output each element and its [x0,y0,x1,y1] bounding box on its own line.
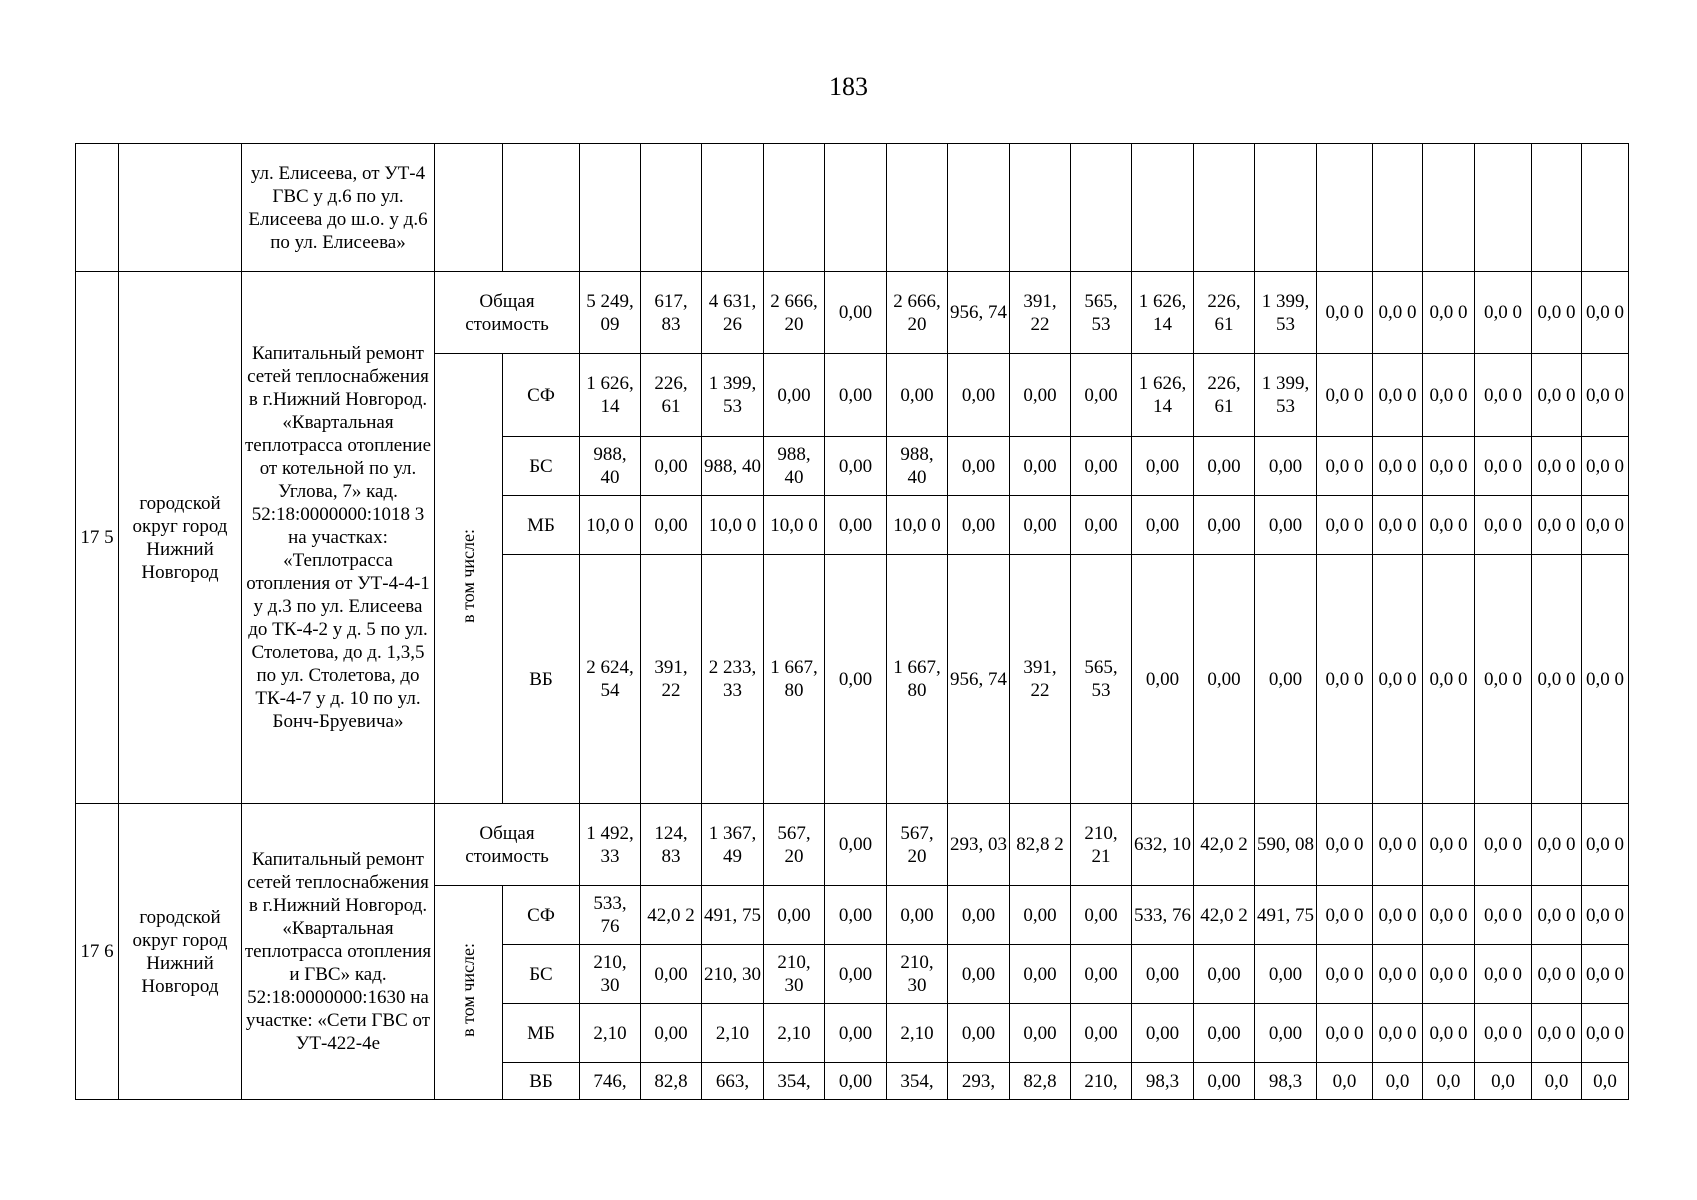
value-cell: 0,0 0 [1582,272,1629,354]
value-cell: 0,0 [1582,1063,1629,1100]
value-cell: 0,0 0 [1582,886,1629,945]
project-description: Капитальный ремонт сетей теплоснабжения в г.Нижний Новгород. «Квартальная теплотрасса отопления и ГВС» кад. 52:18:0000000:1630 на участке: «Сети ГВС от УТ-422-4е [242,804,435,1100]
value-cell: 0,00 [1255,496,1317,555]
value-cell: 0,0 0 [1475,1004,1532,1063]
value-cell: 0,00 [1194,555,1255,804]
value-cell: 0,00 [1132,437,1194,496]
cell [1255,144,1317,272]
value-cell: 2 666, 20 [887,272,948,354]
value-cell: 10,0 0 [702,496,764,555]
value-cell: 1 399, 53 [1255,272,1317,354]
value-cell: 0,00 [764,354,825,437]
value-cell: 988, 40 [764,437,825,496]
value-cell: 0,00 [1071,886,1132,945]
value-cell: 0,00 [1071,945,1132,1004]
cell [1373,144,1423,272]
value-cell: 1 626, 14 [1132,272,1194,354]
value-cell: 0,00 [948,1004,1010,1063]
value-cell: 2,10 [702,1004,764,1063]
value-cell: 0,00 [1071,354,1132,437]
value-cell: 0,0 0 [1532,555,1582,804]
row-description: ул. Елисеева, от УТ-4 ГВС у д.6 по ул. Елисеева до ш.о. у д.6 по ул. Елисеева» [242,144,435,272]
value-cell: 82,8 [641,1063,702,1100]
value-cell: 210, 30 [580,945,641,1004]
value-cell: 98,3 [1132,1063,1194,1100]
value-cell: 0,0 0 [1317,804,1373,886]
value-cell: 0,0 0 [1373,945,1423,1004]
value-cell: 354, [887,1063,948,1100]
value-cell: 0,00 [1010,496,1071,555]
value-cell: 0,0 0 [1423,496,1475,555]
value-cell: 663, [702,1063,764,1100]
value-cell: 0,0 [1373,1063,1423,1100]
value-cell: 1 367, 49 [702,804,764,886]
value-cell: 0,0 0 [1423,886,1475,945]
value-cell: 0,0 0 [1475,945,1532,1004]
value-cell: 0,0 0 [1423,555,1475,804]
value-cell: 988, 40 [702,437,764,496]
total-cost-label: Общая стоимость [435,804,580,886]
row-number: 17 6 [76,804,119,1100]
value-cell: 2,10 [580,1004,641,1063]
value-cell: 0,0 0 [1423,437,1475,496]
value-cell: 0,00 [825,354,887,437]
value-cell: 746, [580,1063,641,1100]
value-cell: 124, 83 [641,804,702,886]
breakdown-label-text: в том числе: [458,942,478,1037]
value-cell: 0,0 0 [1373,886,1423,945]
value-cell: 0,0 0 [1317,354,1373,437]
value-cell: 0,0 0 [1532,804,1582,886]
funding-source-label: МБ [503,1004,580,1063]
value-cell: 0,0 0 [1532,945,1582,1004]
cell [1194,144,1255,272]
value-cell: 210, 30 [887,945,948,1004]
value-cell: 956, 74 [948,555,1010,804]
value-cell: 1 492, 33 [580,804,641,886]
cell [435,144,503,272]
value-cell: 293, [948,1063,1010,1100]
value-cell: 0,00 [825,804,887,886]
value-cell: 0,0 0 [1373,804,1423,886]
value-cell: 10,0 0 [580,496,641,555]
value-cell: 0,0 0 [1423,354,1475,437]
total-cost-label: Общая стоимость [435,272,580,354]
value-cell: 0,00 [1194,1004,1255,1063]
cell [948,144,1010,272]
value-cell: 0,00 [825,555,887,804]
value-cell: 0,00 [641,496,702,555]
value-cell: 0,0 0 [1317,1004,1373,1063]
value-cell: 1 399, 53 [702,354,764,437]
table-row [76,272,1629,354]
cell [1475,144,1532,272]
value-cell: 0,0 0 [1582,945,1629,1004]
breakdown-label [435,354,503,804]
value-cell: 2 666, 20 [764,272,825,354]
value-cell: 0,0 0 [1373,496,1423,555]
value-cell: 226, 61 [1194,354,1255,437]
value-cell: 0,00 [825,1004,887,1063]
value-cell: 567, 20 [764,804,825,886]
value-cell: 0,0 0 [1582,1004,1629,1063]
value-cell: 0,0 [1317,1063,1373,1100]
value-cell: 0,00 [1010,886,1071,945]
value-cell: 632, 10 [1132,804,1194,886]
value-cell: 0,00 [641,945,702,1004]
value-cell: 0,0 [1423,1063,1475,1100]
value-cell: 0,00 [825,496,887,555]
funding-source-label: БС [503,945,580,1004]
value-cell: 210, 21 [1071,804,1132,886]
value-cell: 565, 53 [1071,272,1132,354]
value-cell: 10,0 0 [764,496,825,555]
value-cell: 0,00 [1071,496,1132,555]
funding-source-label: МБ [503,496,580,555]
value-cell: 0,0 [1532,1063,1582,1100]
table-row [76,144,1629,272]
cell [887,144,948,272]
value-cell: 1 626, 14 [580,354,641,437]
value-cell: 0,00 [641,1004,702,1063]
value-cell: 0,0 0 [1423,1004,1475,1063]
value-cell: 567, 20 [887,804,948,886]
value-cell: 0,00 [1255,555,1317,804]
value-cell: 1 626, 14 [1132,354,1194,437]
project-description: Капитальный ремонт сетей теплоснабжения в г.Нижний Новгород. «Квартальная теплотрасса отопление от котельной по ул. Углова, 7» кад. 52:18:0000000:1018 3 на участках: «Теплотрасса отопления от УТ-4-4-1 у д.3 по ул. Елисеева до ТК-4-2 у д. 5 по ул. Столетова, до д. 1,3,5 по ул. Столетова, до ТК-4-7 у д. 10 по ул. Бонч-Бруевича» [242,272,435,804]
value-cell: 0,0 0 [1317,555,1373,804]
value-cell: 0,00 [825,945,887,1004]
value-cell: 42,0 2 [1194,886,1255,945]
value-cell: 0,00 [825,1063,887,1100]
value-cell: 0,0 0 [1373,354,1423,437]
value-cell: 0,0 0 [1532,886,1582,945]
value-cell: 0,00 [1010,354,1071,437]
cell [76,144,119,272]
value-cell: 0,00 [1255,437,1317,496]
cell [1532,144,1582,272]
value-cell: 0,00 [1255,945,1317,1004]
value-cell: 533, 76 [580,886,641,945]
value-cell: 565, 53 [1071,555,1132,804]
value-cell: 0,00 [1132,945,1194,1004]
value-cell: 590, 08 [1255,804,1317,886]
value-cell: 2 624, 54 [580,555,641,804]
value-cell: 1 399, 53 [1255,354,1317,437]
value-cell: 0,0 0 [1373,1004,1423,1063]
value-cell: 0,00 [825,272,887,354]
value-cell: 0,0 0 [1373,555,1423,804]
value-cell: 0,0 0 [1475,496,1532,555]
value-cell: 82,8 2 [1010,804,1071,886]
cell [1071,144,1132,272]
value-cell: 0,0 0 [1582,804,1629,886]
cell [641,144,702,272]
cell [825,144,887,272]
value-cell: 226, 61 [641,354,702,437]
value-cell: 0,00 [1194,496,1255,555]
value-cell: 391, 22 [641,555,702,804]
value-cell: 0,00 [1010,437,1071,496]
value-cell: 0,0 0 [1317,437,1373,496]
row-number: 17 5 [76,272,119,804]
cell [1132,144,1194,272]
value-cell: 0,00 [764,886,825,945]
value-cell: 491, 75 [702,886,764,945]
cell [119,144,242,272]
value-cell: 210, [1071,1063,1132,1100]
value-cell: 42,0 2 [641,886,702,945]
value-cell: 956, 74 [948,272,1010,354]
cell [1010,144,1071,272]
value-cell: 0,00 [1194,1063,1255,1100]
funding-source-label: БС [503,437,580,496]
value-cell: 0,00 [1194,945,1255,1004]
value-cell: 0,00 [1071,1004,1132,1063]
value-cell: 0,0 0 [1317,945,1373,1004]
value-cell: 0,0 0 [1582,555,1629,804]
cell [503,144,580,272]
value-cell: 0,0 0 [1582,437,1629,496]
value-cell: 0,0 0 [1317,496,1373,555]
page-number: 183 [829,72,868,101]
value-cell: 2 233, 33 [702,555,764,804]
cell [702,144,764,272]
value-cell: 0,00 [825,437,887,496]
value-cell: 210, 30 [702,945,764,1004]
value-cell: 1 667, 80 [887,555,948,804]
value-cell: 0,00 [641,437,702,496]
value-cell: 617, 83 [641,272,702,354]
value-cell: 391, 22 [1010,555,1071,804]
value-cell: 0,00 [825,886,887,945]
cell [764,144,825,272]
funding-source-label: СФ [503,354,580,437]
cell [1317,144,1373,272]
value-cell: 10,0 0 [887,496,948,555]
value-cell: 1 667, 80 [764,555,825,804]
value-cell: 0,0 0 [1475,272,1532,354]
value-cell: 0,0 0 [1532,496,1582,555]
value-cell: 0,00 [948,354,1010,437]
municipality: городской округ город Нижний Новгород [119,272,242,804]
value-cell: 0,00 [1010,945,1071,1004]
value-cell: 0,00 [1255,1004,1317,1063]
value-cell: 42,0 2 [1194,804,1255,886]
budget-table [75,143,1629,1100]
value-cell: 0,0 0 [1532,272,1582,354]
value-cell: 0,00 [1071,437,1132,496]
funding-source-label: СФ [503,886,580,945]
value-cell: 0,0 0 [1582,496,1629,555]
value-cell: 0,00 [1132,555,1194,804]
value-cell: 0,0 0 [1532,354,1582,437]
value-cell: 0,0 0 [1475,354,1532,437]
value-cell: 0,0 0 [1475,437,1532,496]
value-cell: 0,00 [1132,1004,1194,1063]
value-cell: 293, 03 [948,804,1010,886]
municipality: городской округ город Нижний Новгород [119,804,242,1100]
funding-source-label: ВБ [503,1063,580,1100]
value-cell: 533, 76 [1132,886,1194,945]
value-cell: 98,3 [1255,1063,1317,1100]
value-cell: 0,0 0 [1317,886,1373,945]
value-cell: 0,00 [1194,437,1255,496]
cell [580,144,641,272]
value-cell: 2,10 [764,1004,825,1063]
value-cell: 5 249, 09 [580,272,641,354]
value-cell: 4 631, 26 [702,272,764,354]
value-cell: 0,00 [887,886,948,945]
value-cell: 491, 75 [1255,886,1317,945]
value-cell: 0,00 [948,496,1010,555]
value-cell: 0,00 [948,437,1010,496]
value-cell: 0,00 [948,886,1010,945]
breakdown-label-text: в том числе: [458,528,478,623]
value-cell: 2,10 [887,1004,948,1063]
value-cell: 0,0 0 [1582,354,1629,437]
value-cell: 0,00 [1010,1004,1071,1063]
value-cell: 354, [764,1063,825,1100]
value-cell: 210, 30 [764,945,825,1004]
value-cell: 0,0 0 [1317,272,1373,354]
value-cell: 0,00 [1132,496,1194,555]
cell [1582,144,1629,272]
cell [1423,144,1475,272]
value-cell: 0,0 0 [1475,804,1532,886]
value-cell: 0,0 [1475,1063,1532,1100]
value-cell: 0,0 0 [1373,437,1423,496]
value-cell: 226, 61 [1194,272,1255,354]
value-cell: 0,0 0 [1475,555,1532,804]
value-cell: 0,0 0 [1373,272,1423,354]
value-cell: 988, 40 [580,437,641,496]
value-cell: 0,0 0 [1532,1004,1582,1063]
value-cell: 82,8 [1010,1063,1071,1100]
value-cell: 0,0 0 [1475,886,1532,945]
value-cell: 0,0 0 [1423,804,1475,886]
breakdown-label [435,886,503,1100]
value-cell: 0,0 0 [1423,272,1475,354]
table-row [76,804,1629,886]
value-cell: 0,00 [887,354,948,437]
table-body [76,144,1629,1100]
value-cell: 0,0 0 [1423,945,1475,1004]
value-cell: 0,00 [948,945,1010,1004]
funding-source-label: ВБ [503,555,580,804]
value-cell: 0,0 0 [1532,437,1582,496]
value-cell: 988, 40 [887,437,948,496]
value-cell: 391, 22 [1010,272,1071,354]
